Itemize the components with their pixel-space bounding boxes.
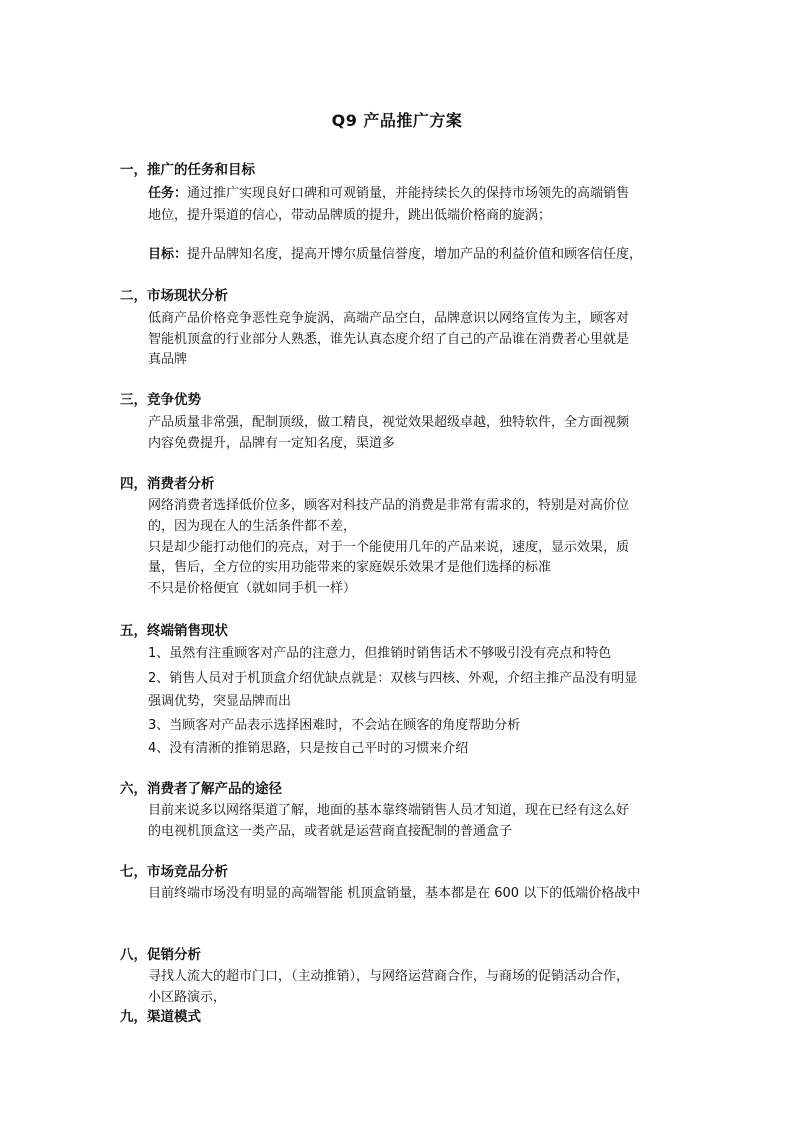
section-heading-9: 九，渠道模式 xyxy=(120,1009,201,1025)
goal-text-1: 提升品牌知名度，提高开博尔质量信誉度，增加产品的利益价值和顾客信任度， xyxy=(187,247,643,262)
section-heading-5: 五，终端销售现状 xyxy=(120,623,228,639)
list-item: 2、销售人员对于机顶盒介绍优缺点就是：双核与四核、外观，介绍主推产品没有明显 xyxy=(148,671,638,686)
paragraph-line: 目前终端市场没有明显的高端智能 机顶盒销量，基本都是在 600 以下的低端价格战中 xyxy=(148,886,641,901)
paragraph-line: 网络消费者选择低价位多，顾客对科技产品的消费是非常有需求的，特别是对高价位 xyxy=(148,498,630,513)
list-item: 强调优势，突显品牌而出 xyxy=(148,694,292,709)
paragraph-line: 只是却少能打动他们的亮点，对于一个能使用几年的产品来说，速度，显示效果，质 xyxy=(148,540,630,555)
list-item: 1、虽然有注重顾客对产品的注意力，但推销时销售话术不够吸引没有亮点和特色 xyxy=(148,646,612,661)
section-heading-3: 三，竞争优势 xyxy=(120,392,201,408)
paragraph-line: 内容免费提升，品牌有一定知名度，渠道多 xyxy=(148,436,396,451)
section-heading-6: 六，消费者了解产品的途径 xyxy=(120,781,282,797)
paragraph-line: 目前来说多以网络渠道了解，地面的基本靠终端销售人员才知道，现在已经有这么好 xyxy=(148,803,630,818)
goal-line-1 xyxy=(148,243,642,262)
section-heading-7: 七，市场竞品分析 xyxy=(120,864,228,880)
list-item: 4、没有清淅的推销思路，只是按自己平时的习惯来介绍 xyxy=(148,741,469,756)
paragraph-line: 量，售后，全方位的实用功能带来的家庭娱乐效果才是他们选择的标准 xyxy=(148,560,552,575)
section-heading-4: 四，消费者分析 xyxy=(120,476,215,492)
paragraph-line: 低商产品价格竞争恶性竞争旋涡，高端产品空白，品牌意识以网络宣传为主，顾客对 xyxy=(148,311,630,326)
paragraph-line: 小区路演示， xyxy=(148,990,227,1005)
goal-label: 目标： xyxy=(148,247,188,262)
page-title: Q9 产品推广方案 xyxy=(331,111,463,130)
task-line-2: 地位，提升渠道的信心，带动品牌质的提升，跳出低端价格商的旋涡； xyxy=(148,208,552,223)
paragraph-line: 的电视机顶盒这一类产品，或者就是运营商直接配制的普通盒子 xyxy=(148,824,513,839)
section-heading-8: 八，促销分析 xyxy=(120,947,201,963)
paragraph-line: 的，因为现在人的生活条件都不差， xyxy=(148,519,357,534)
section-heading-1: 一，推广的任务和目标 xyxy=(120,162,255,178)
task-label: 任务： xyxy=(148,186,188,201)
task-line-1 xyxy=(148,182,629,201)
paragraph-line: 产品质量非常强，配制顶级，做工精良，视觉效果超级卓越，独特软件，全方面视频 xyxy=(148,415,630,430)
section-heading-2: 二，市场现状分析 xyxy=(120,288,228,304)
paragraph-line: 不只是价格便宜（就如同手机一样） xyxy=(148,581,357,596)
paragraph-line: 智能机顶盒的行业部分人熟悉，谁先认真态度介绍了自己的产品谁在消费者心里就是 xyxy=(148,332,630,347)
paragraph-line: 真品牌 xyxy=(148,352,188,367)
list-item: 3、当顾客对产品表示选择困难时，不会站在顾客的角度帮助分析 xyxy=(148,718,521,733)
paragraph-line: 寻找人流大的超市门口，（主动推销），与网络运营商合作，与商场的促销活动合作， xyxy=(148,969,630,984)
task-text-1: 通过推广实现良好口碑和可观销量，并能持续长久的保持市场领先的高端销售 xyxy=(187,186,630,201)
